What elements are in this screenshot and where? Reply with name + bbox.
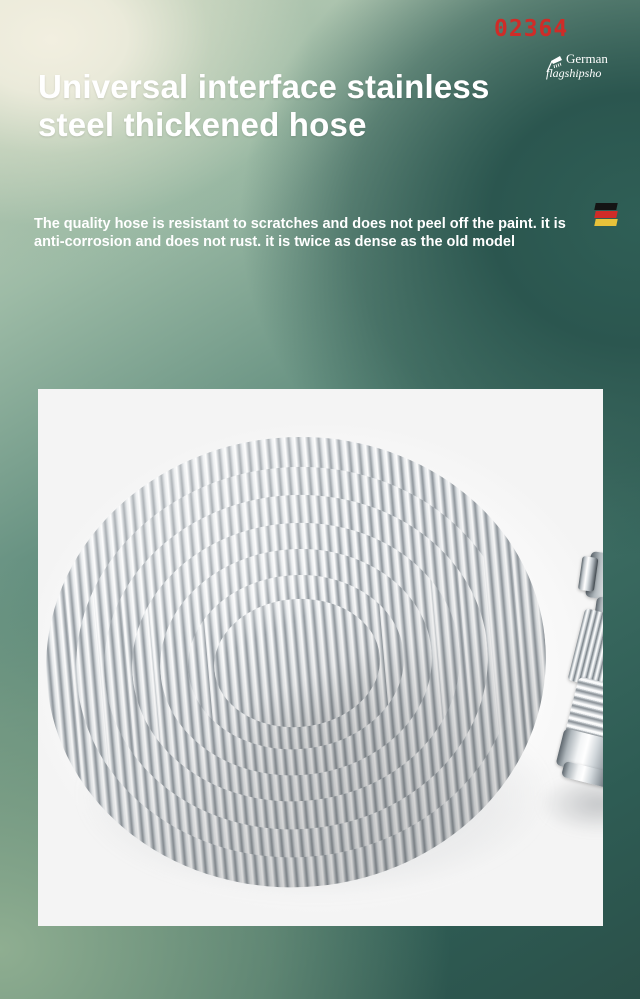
- product-photo-card: [38, 389, 603, 926]
- coiled-hose: [38, 389, 603, 926]
- order-code: 02364: [494, 16, 569, 42]
- brand-name: German: [566, 51, 608, 66]
- page-title: Universal interface stainless steel thickened hose: [38, 68, 490, 144]
- page-subtitle: The quality hose is resistant to scratches and does not peel off the paint. it is anti-corrosion and does not rust. it is twice as dense as the old model: [34, 215, 566, 250]
- german-flag-icon: [595, 203, 617, 227]
- product-photo: [38, 389, 603, 926]
- flag-stripe-red: [594, 211, 617, 218]
- flag-stripe-black: [594, 203, 617, 210]
- brand-subtitle: flagshipsho: [546, 66, 602, 80]
- flag-stripe-gold: [594, 219, 617, 226]
